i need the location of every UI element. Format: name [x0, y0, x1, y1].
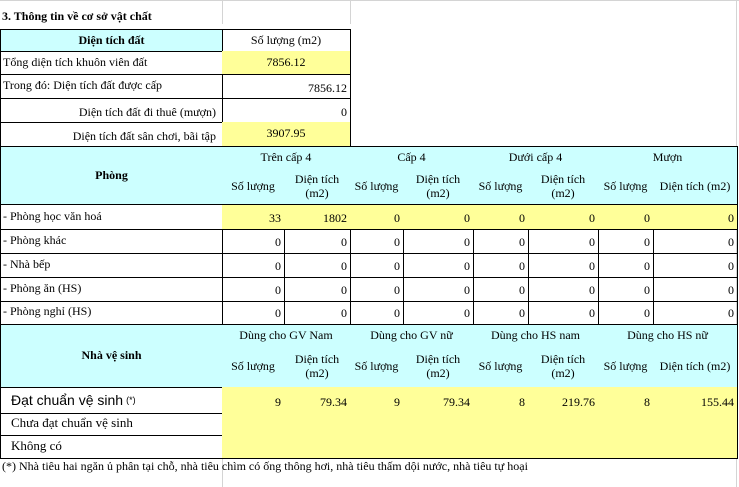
toilet-row-value[interactable]: 155.44: [653, 387, 738, 414]
room-row-value[interactable]: 0: [528, 253, 599, 278]
toilet-row-value[interactable]: 8: [598, 387, 654, 414]
rooms-sub-qty: Số lượng: [222, 169, 285, 205]
toilet-row-label: [0, 412, 223, 436]
land-row-value[interactable]: 7856.12: [222, 74, 351, 99]
toilet-row-value[interactable]: [528, 412, 599, 436]
toilet-row-value[interactable]: [598, 412, 654, 436]
toilet-row-value[interactable]: [598, 434, 654, 459]
rooms-group-header: Cấp 4: [350, 146, 474, 170]
toilet-row-value[interactable]: [403, 434, 474, 459]
room-row-value[interactable]: 0: [403, 277, 474, 302]
room-row-value[interactable]: 0: [222, 229, 285, 254]
room-row-value[interactable]: 0: [653, 229, 738, 254]
room-row-value[interactable]: 0: [284, 300, 351, 325]
room-row-value[interactable]: 0: [350, 253, 404, 278]
land-header-value: Số lượng (m2): [222, 29, 351, 52]
land-header-label: Diện tích đất: [0, 29, 223, 52]
toilet-row-value[interactable]: [653, 412, 738, 436]
room-row-value[interactable]: 0: [528, 277, 599, 302]
rooms-group-header: Trên cấp 4: [222, 146, 351, 170]
toilet-row-label: [0, 434, 223, 459]
room-row-value[interactable]: 0: [473, 253, 529, 278]
room-row-value[interactable]: 0: [350, 277, 404, 302]
toilet-row-value[interactable]: [350, 412, 404, 436]
toilet-row-value[interactable]: 9: [350, 387, 404, 414]
toilet-row-value[interactable]: [403, 412, 474, 436]
gridline: [222, 0, 223, 24]
land-row-value[interactable]: 7856.12: [222, 51, 351, 75]
toilet-row-value[interactable]: 8: [473, 387, 529, 414]
room-row-value[interactable]: 33: [222, 205, 285, 230]
toilet-row-value[interactable]: [284, 412, 351, 436]
toilet-row-value[interactable]: [284, 434, 351, 459]
toilets-sub-qty: Số lượng: [473, 347, 529, 388]
room-row-value[interactable]: 0: [653, 300, 738, 325]
toilet-row-value[interactable]: [222, 412, 285, 436]
room-row-value[interactable]: 0: [598, 300, 654, 325]
room-row-value[interactable]: 0: [528, 229, 599, 254]
room-row-value[interactable]: 0: [222, 300, 285, 325]
room-row-value[interactable]: 0: [403, 229, 474, 254]
land-row-label: Diện tích đất sân chơi, bãi tập: [0, 122, 223, 147]
footnote-marker: (*): [126, 394, 136, 405]
land-row-label: Diện tích đất đi thuê (mượn): [0, 98, 223, 123]
land-row-value[interactable]: 3907.95: [222, 122, 351, 147]
room-row-value[interactable]: 0: [598, 277, 654, 302]
toilet-row-label-text: Đạt chuẩn vệ sinh: [11, 391, 124, 408]
room-row-value[interactable]: 0: [350, 300, 404, 325]
room-row-value[interactable]: 0: [528, 205, 599, 230]
room-row-value[interactable]: 1802: [284, 205, 351, 230]
toilets-sub-area: Diện tích (m2): [403, 347, 474, 388]
land-row-label: Trong đó: Diện tích đất được cấp: [0, 74, 223, 99]
room-row-value[interactable]: 0: [350, 229, 404, 254]
room-row-label: - Nhà bếp: [0, 253, 223, 278]
toilets-sub-qty: Số lượng: [350, 347, 404, 388]
rooms-sub-qty: Số lượng: [473, 169, 529, 205]
room-row-value[interactable]: 0: [222, 277, 285, 302]
toilets-group-header: Dùng cho GV nữ: [350, 324, 474, 348]
toilets-group-header: Dùng cho GV Nam: [222, 324, 351, 348]
toilet-row-value[interactable]: 79.34: [284, 387, 351, 414]
land-row-value[interactable]: 0: [222, 98, 351, 123]
room-row-value[interactable]: 0: [284, 253, 351, 278]
toilet-row-value[interactable]: [350, 434, 404, 459]
room-row-label: - Phòng ăn (HS): [0, 277, 223, 302]
rooms-group-header: Mượn: [598, 146, 738, 170]
gridline: [0, 0, 739, 1]
toilets-sub-area: Diện tích (m2): [284, 347, 351, 388]
room-row-label: - Phòng học văn hoá: [0, 205, 223, 230]
rooms-sub-qty: Số lượng: [598, 169, 654, 205]
footnote: (*) Nhà tiêu hai ngăn ủ phân tại chỗ, nhà tiêu chìm có ống thông hơi, nhà tiêu thấm dội nước, nhà tiêu tự hoại: [2, 459, 528, 474]
section-title: 3. Thông tin về cơ sở vật chất: [2, 9, 152, 24]
room-row-value[interactable]: 0: [222, 253, 285, 278]
gridline: [350, 0, 351, 24]
toilet-row-label-text: Không có: [11, 437, 62, 453]
rooms-sub-area: Diện tích (m2): [653, 169, 738, 205]
rooms-sub-area: Diện tích (m2): [403, 169, 474, 205]
room-row-value[interactable]: 0: [653, 205, 738, 230]
room-row-value[interactable]: 0: [473, 277, 529, 302]
toilets-sub-qty: Số lượng: [598, 347, 654, 388]
toilets-group-header: Dùng cho HS nữ: [598, 324, 738, 348]
room-row-value[interactable]: 0: [653, 253, 738, 278]
room-row-value[interactable]: 0: [598, 205, 654, 230]
toilets-sub-area: Diện tích (m2): [653, 347, 738, 388]
toilet-row-value[interactable]: [222, 434, 285, 459]
room-row-value[interactable]: 0: [284, 277, 351, 302]
room-row-value[interactable]: 0: [403, 205, 474, 230]
room-row-value[interactable]: 0: [473, 205, 529, 230]
toilet-row-value[interactable]: [473, 412, 529, 436]
room-row-value[interactable]: 0: [528, 300, 599, 325]
rooms-sub-area: Diện tích (m2): [284, 169, 351, 205]
room-row-value[interactable]: 0: [403, 253, 474, 278]
toilet-row-value[interactable]: 219.76: [528, 387, 599, 414]
room-row-label: - Phòng khác: [0, 229, 223, 254]
room-row-value[interactable]: 0: [598, 253, 654, 278]
toilet-row-label-text: Chưa đạt chuẩn vệ sinh: [11, 415, 133, 431]
toilet-row-value[interactable]: 79.34: [403, 387, 474, 414]
toilets-header: Nhà vệ sinh: [0, 324, 223, 388]
room-row-value[interactable]: 0: [473, 229, 529, 254]
toilets-sub-qty: Số lượng: [222, 347, 285, 388]
room-row-value[interactable]: 0: [403, 300, 474, 325]
toilet-row-value[interactable]: [473, 434, 529, 459]
toilet-row-value[interactable]: [653, 434, 738, 459]
room-row-value[interactable]: 0: [653, 277, 738, 302]
land-row-label: Tổng diện tích khuôn viên đất: [0, 51, 223, 75]
toilets-sub-area: Diện tích (m2): [528, 347, 599, 388]
room-row-value[interactable]: 0: [284, 229, 351, 254]
rooms-sub-qty: Số lượng: [350, 169, 404, 205]
room-row-value[interactable]: 0: [473, 300, 529, 325]
room-row-value[interactable]: 0: [350, 205, 404, 230]
rooms-header: Phòng: [0, 146, 223, 205]
toilet-row-value[interactable]: [528, 434, 599, 459]
toilets-group-header: Dùng cho HS nam: [473, 324, 599, 348]
room-row-label: - Phòng nghỉ (HS): [0, 300, 223, 325]
toilet-row-value[interactable]: 9: [222, 387, 285, 414]
rooms-group-header: Dưới cấp 4: [473, 146, 599, 170]
rooms-sub-area: Diện tích (m2): [528, 169, 599, 205]
toilet-row-label: [0, 387, 223, 414]
room-row-value[interactable]: 0: [598, 229, 654, 254]
